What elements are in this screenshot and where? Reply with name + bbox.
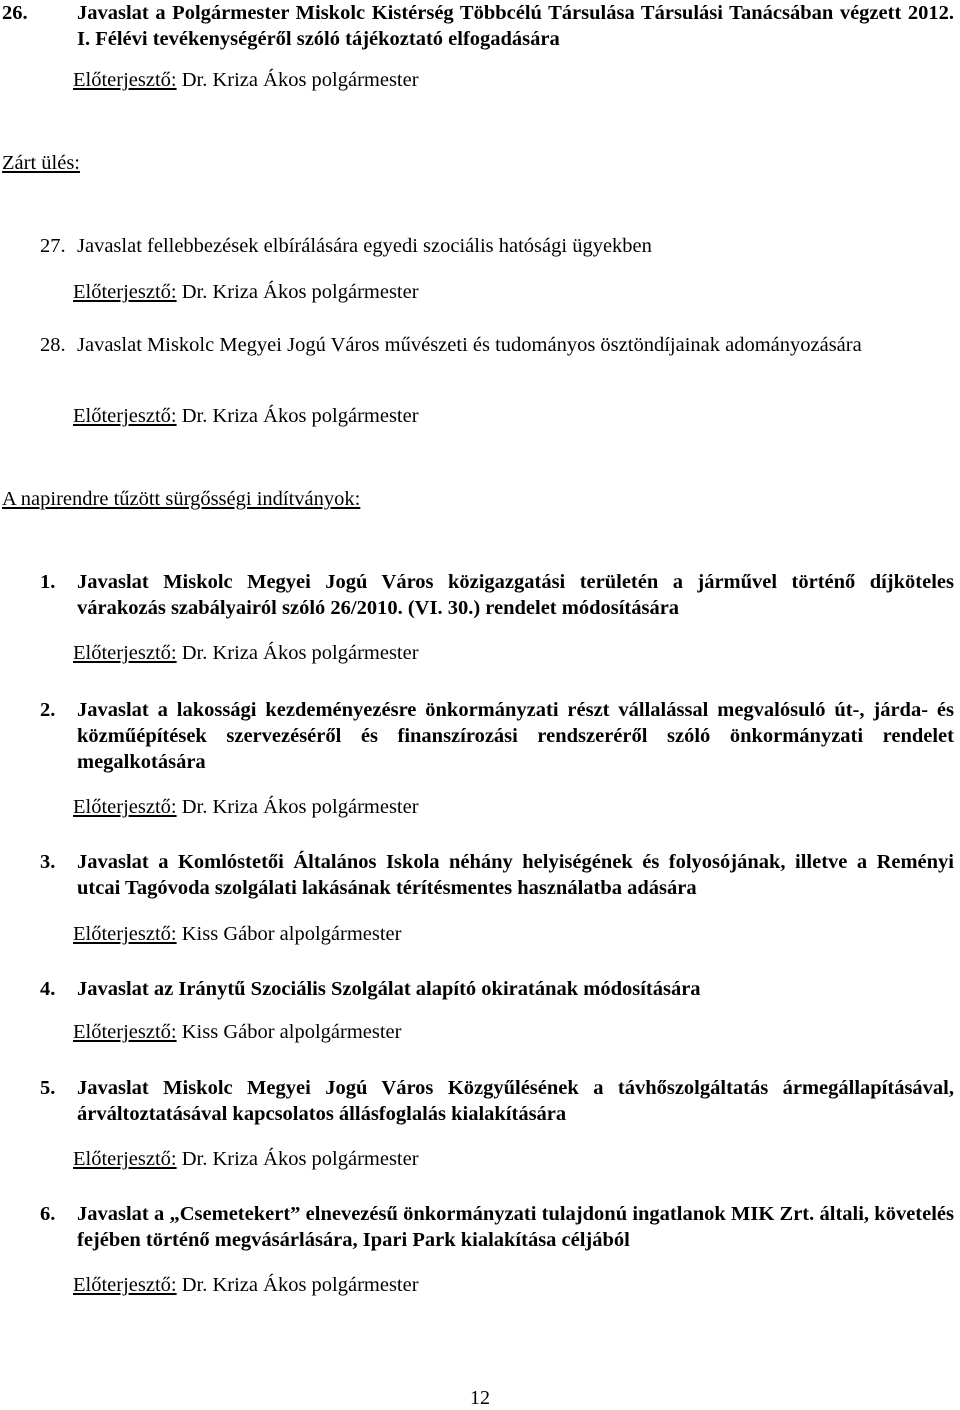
item-title: Javaslat a Komlóstetői Általános Iskola néhány helyiségének és folyosójának, illetve a Reményi utcai Tagóvoda szolgálati lakásának térítésmentes használatba adására: [77, 851, 954, 899]
presenter-label: Előterjesztő:: [73, 1021, 177, 1043]
item-number: 6.: [40, 1203, 56, 1225]
presenter-label: Előterjesztő:: [73, 405, 177, 427]
presenter-label: Előterjesztő:: [73, 69, 177, 91]
item-number: 26.: [2, 2, 28, 24]
item-title: Javaslat Miskolc Megyei Jogú Város művészeti és tudományos ösztöndíjainak adományozására: [77, 334, 862, 356]
presenter-label: Előterjesztő:: [73, 1274, 177, 1296]
presenter-line: [73, 67, 419, 93]
item-number: 1.: [40, 571, 56, 593]
item-title: Javaslat a lakossági kezdeményezésre önkormányzati részt vállalással megvalósuló út-, járda- és közműépítések szervezéséről és finanszírozási rendszeréről szóló önkormányzati rendelet megalkotására: [77, 699, 954, 773]
item-number: 5.: [40, 1077, 56, 1099]
presenter-line: [73, 1019, 401, 1045]
item-number: 3.: [40, 851, 56, 873]
item-title: Javaslat Miskolc Megyei Jogú Város közigazgatási területén a járművel történő díjköteles várakozás szabályairól szóló 26/2010. (VI. 30.) rendelet módosítására: [77, 571, 954, 619]
presenter-name: Dr. Kriza Ákos polgármester: [176, 69, 419, 91]
item-title: Javaslat a „Csemetekert” elnevezésű önkormányzati tulajdonú ingatlanok MIK Zrt. általi, követelés fejében történő megvásárlására, Ipari Park kialakítása céljából: [77, 1203, 954, 1251]
presenter-name: Dr. Kriza Ákos polgármester: [176, 405, 419, 427]
item-title: Javaslat fellebbezések elbírálására egyedi szociális hatósági ügyekben: [77, 235, 652, 257]
presenter-name: Dr. Kriza Ákos polgármester: [176, 796, 419, 818]
item-title: Javaslat Miskolc Megyei Jogú Város Közgyűlésének a távhőszolgáltatás ármegállapításával, árváltoztatásával kapcsolatos állásfoglalás kialakítására: [77, 1077, 954, 1125]
presenter-name: Dr. Kriza Ákos polgármester: [176, 642, 419, 664]
page-number: 12: [470, 1387, 490, 1409]
presenter-name: Dr. Kriza Ákos polgármester: [176, 1274, 419, 1296]
presenter-label: Előterjesztő:: [73, 1148, 177, 1170]
presenter-label: Előterjesztő:: [73, 923, 177, 945]
presenter-name: Dr. Kriza Ákos polgármester: [176, 281, 419, 303]
item-number: 4.: [40, 978, 56, 1000]
presenter-line: [73, 403, 419, 429]
urgent-motions-heading: A napirendre tűzött sürgősségi indítványok:: [2, 488, 361, 510]
presenter-name: Kiss Gábor alpolgármester: [176, 1021, 402, 1043]
item-title: Javaslat a Polgármester Miskolc Kistérség Többcélú Társulása Társulási Tanácsában végzett 2012. I. Félévi tevékenységéről szóló tájékoztató elfogadására: [77, 2, 954, 50]
presenter-line: [73, 794, 419, 820]
presenter-line: [73, 1146, 419, 1172]
presenter-name: Kiss Gábor alpolgármester: [176, 923, 402, 945]
presenter-line: [73, 1272, 419, 1298]
presenter-name: Dr. Kriza Ákos polgármester: [176, 1148, 419, 1170]
presenter-label: Előterjesztő:: [73, 642, 177, 664]
presenter-label: Előterjesztő:: [73, 796, 177, 818]
presenter-line: [73, 921, 401, 947]
item-number: 2.: [40, 699, 56, 721]
item-number: 28.: [40, 334, 66, 356]
item-number: 27.: [40, 235, 66, 257]
presenter-label: Előterjesztő:: [73, 281, 177, 303]
item-title: Javaslat az Iránytű Szociális Szolgálat alapító okiratának módosítására: [77, 978, 701, 1000]
presenter-line: [73, 279, 419, 305]
closed-session-heading: Zárt ülés:: [2, 152, 80, 174]
presenter-line: [73, 640, 419, 666]
